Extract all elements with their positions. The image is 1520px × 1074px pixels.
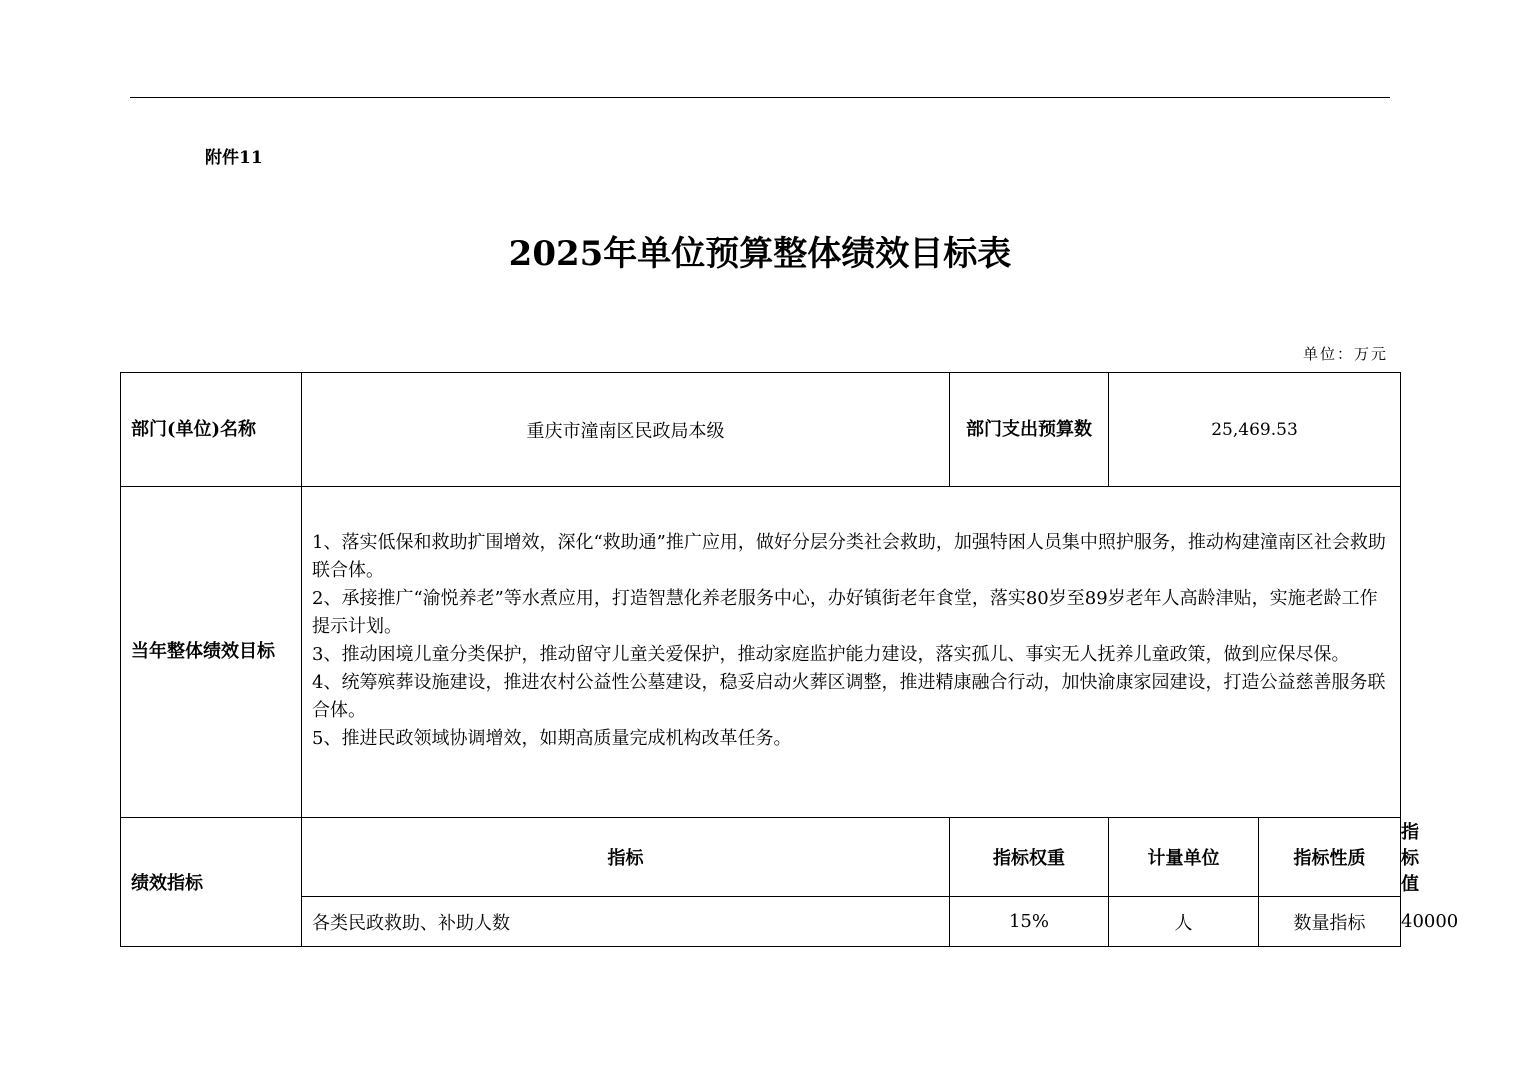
goal-item-5: 5、推进民政领域协调增效，如期高质量完成机构改革任务。	[312, 728, 792, 749]
goal-item-2: 2、承接推广“渝悦养老”等水煮应用，打造智慧化养老服务中心，办好镇街老年食堂，落实80岁至89岁老年人高龄津贴，实施老龄工作提示计划。	[312, 588, 1378, 637]
budget-label: 部门支出预算数	[950, 373, 1109, 487]
indicators-label: 绩效指标	[121, 818, 302, 947]
goal-item-4: 4、统筹殡葬设施建设，推进农村公益性公墓建设，稳妥启动火葬区调整，推进精康融合行动，加快渝康家园建设，打造公益慈善服务联合体。	[312, 672, 1386, 721]
header-rule	[130, 97, 1390, 98]
unit-label: 单位：万元	[1302, 345, 1388, 363]
column-indicator: 指标	[302, 818, 950, 897]
row-weight: 15%	[950, 897, 1109, 947]
dept-name-label: 部门(单位)名称	[121, 373, 302, 487]
goals-label: 当年整体绩效目标	[121, 487, 302, 818]
performance-target-table	[120, 372, 1459, 947]
dept-row	[121, 373, 1401, 487]
row-indicator: 各类民政救助、补助人数	[302, 897, 950, 947]
goals-row	[121, 487, 1401, 818]
row-unit: 人	[1109, 897, 1259, 947]
table-row: 各类民政救助、补助人数 15% 人 数量指标 40000	[121, 897, 1401, 947]
column-nature: 指标性质	[1259, 818, 1401, 897]
page-title: 2025年单位预算整体绩效目标表	[508, 234, 1012, 274]
goal-item-3: 3、推动困境儿童分类保护，推动留守儿童关爱保护，推动家庭监护能力建设，落实孤儿、事实无人抚养儿童政策，做到应保尽保。	[312, 644, 1350, 665]
indicator-header-row: 绩效指标 指标 指标权重 计量单位 指标性质 指标值	[121, 818, 1401, 897]
column-weight: 指标权重	[950, 818, 1109, 897]
row-nature: 数量指标	[1259, 897, 1401, 947]
attachment-label: 附件11	[205, 148, 263, 168]
column-unit: 计量单位	[1109, 818, 1259, 897]
budget-value: 25,469.53	[1109, 373, 1401, 487]
goal-item-1: 1、落实低保和救助扩围增效，深化“救助通”推广应用，做好分层分类社会救助，加强特困人员集中照护服务，推动构建潼南区社会救助联合体。	[312, 532, 1386, 581]
dept-name-value: 重庆市潼南区民政局本级	[302, 373, 950, 487]
goals-content	[302, 487, 1401, 818]
